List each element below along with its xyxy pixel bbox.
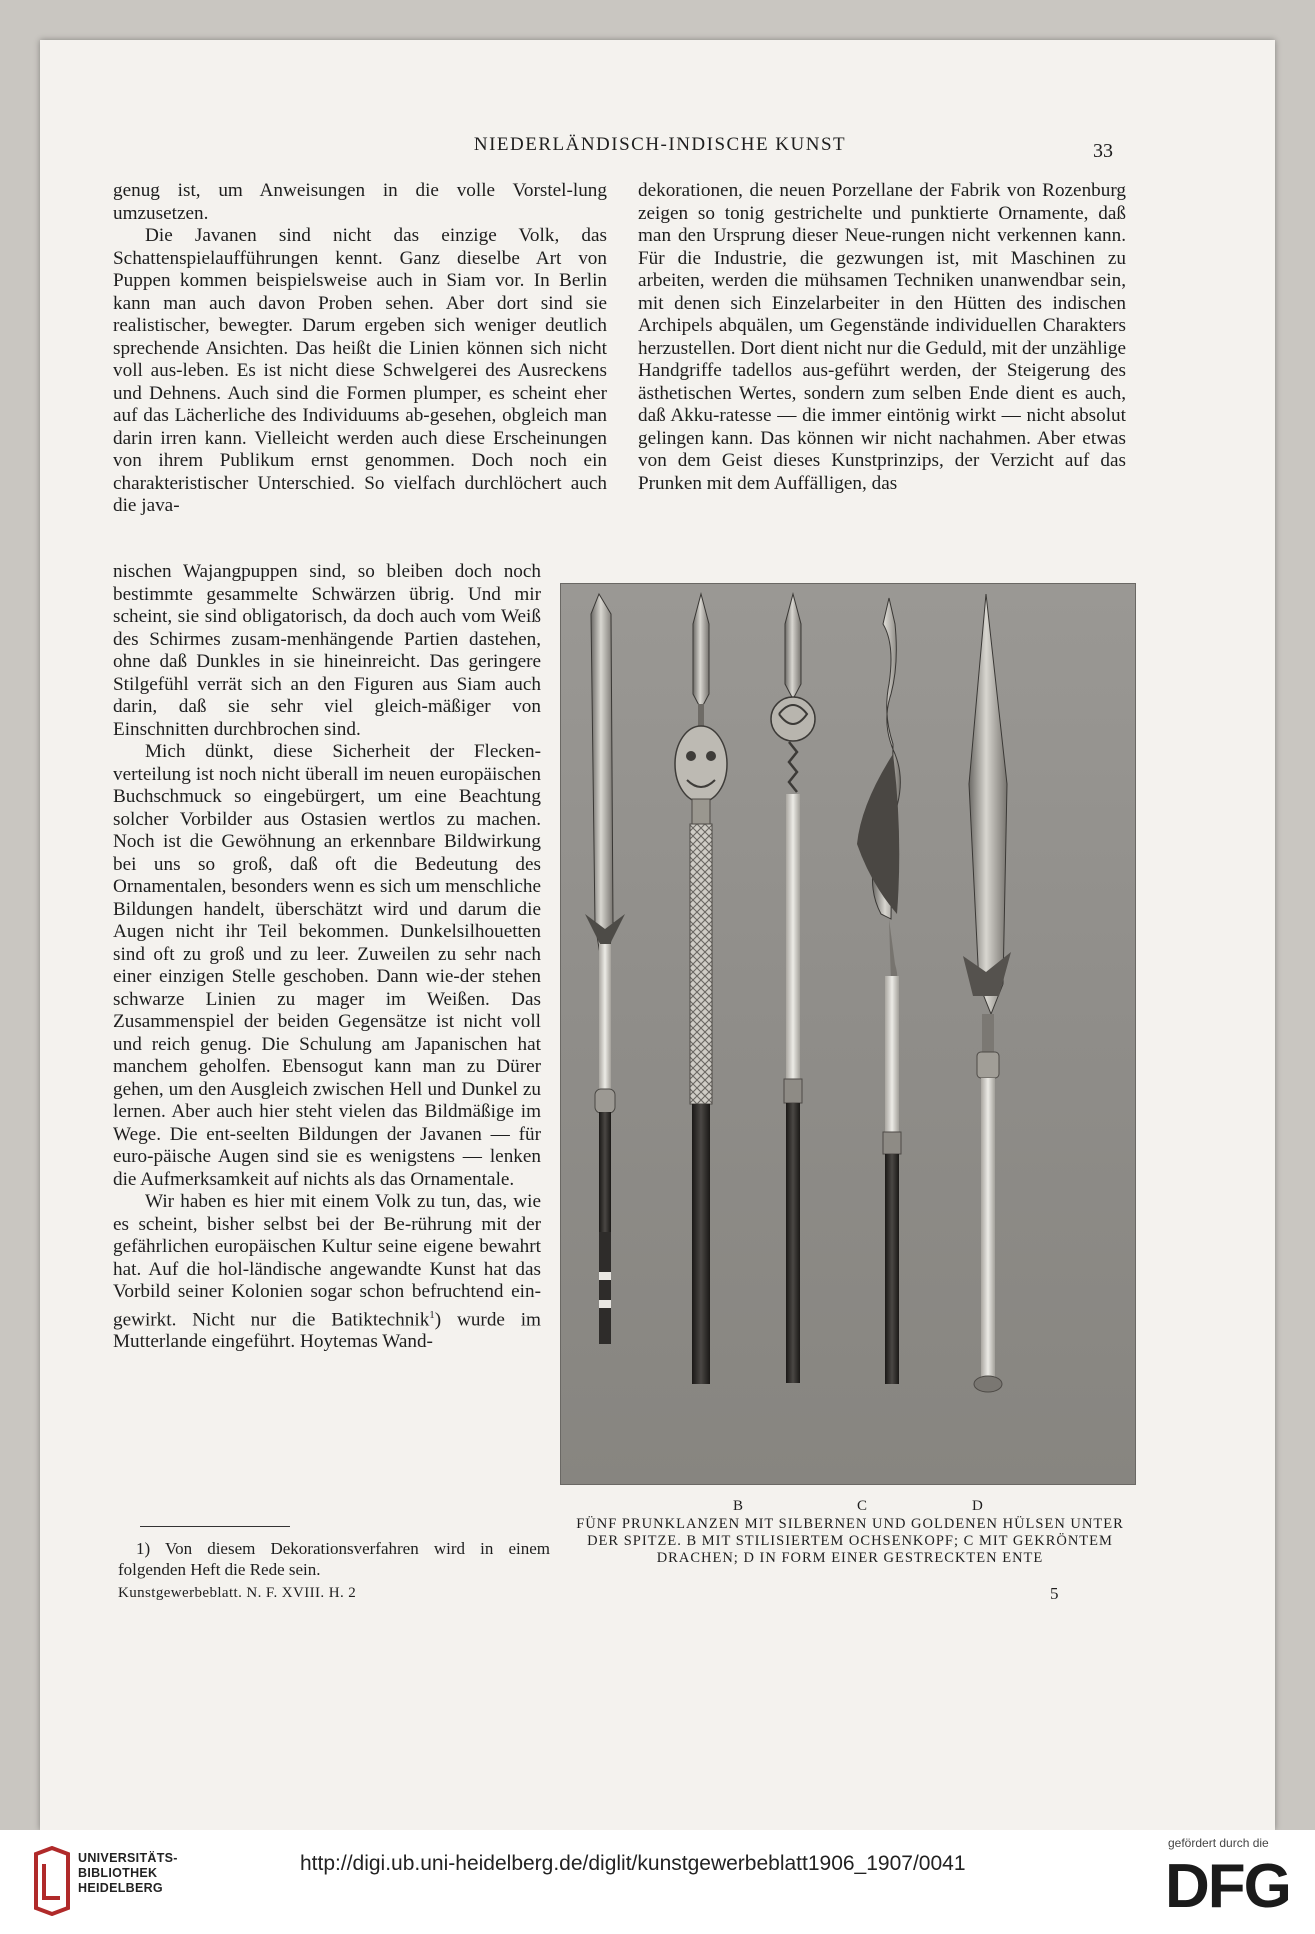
caption-line: FÜNF PRUNKLANZEN MIT SILBERNEN UND GOLDENEN HÜLSEN UNTER bbox=[576, 1516, 1124, 1532]
footnote-text: Von diesem Dekorationsverfahren wird in einem folgenden Heft die Rede sein. bbox=[118, 1539, 550, 1579]
figure-letter: D bbox=[972, 1498, 984, 1514]
library-line: UNIVERSITÄTS- bbox=[78, 1851, 178, 1865]
figure-letters bbox=[560, 1498, 1134, 1518]
dfg-logo: DFG bbox=[1165, 1852, 1290, 1921]
sheet-number: 5 bbox=[1050, 1584, 1059, 1603]
running-title: NIEDERLÄNDISCH-INDISCHE KUNST bbox=[473, 134, 847, 155]
footnote-marker: 1) bbox=[136, 1539, 151, 1558]
sponsor-text: gefördert durch die bbox=[1168, 1836, 1269, 1850]
lance-c bbox=[771, 594, 815, 1383]
left-column-top bbox=[113, 180, 607, 518]
right-column bbox=[638, 180, 1126, 495]
left-column-bottom bbox=[113, 561, 541, 1354]
paragraph: dekorationen, die neuen Porzellane der Fabrik von Rozenburg zeigen so tonig gestrichelte und punktierte Ornamente, daß man den Ursprung dieser Neue-rungen nicht verkennen kann. Für die Industrie, die gezwungen ist, mit Maschinen zu arbeiten, werden die mühsamen Techniken unanwendbar sein, mit denen sich Einzelarbeiter in den Hütten des indischen Archipels abquälen, um Gegenstände individuellen Charakters herzustellen. Dort dient nicht nur die Geduld, mit der unzählige Handgriffe tadellos aus-geführt werden, der Steigerung des ästhetischen Wertes, sondern zum selben Ende dient es auch, daß Akku-ratesse — die immer eintönig wirkt — nicht absolut gelingen kann. Das können wir nicht nachahmen. Aber etwas von dem Geist dieses Kunstprinzips, der Verzicht auf das Prunken mit dem Auffälligen, das bbox=[638, 180, 1126, 494]
lance-e bbox=[963, 594, 1011, 1392]
lances-illustration bbox=[561, 584, 1135, 1484]
library-name bbox=[78, 1851, 178, 1896]
journal-signature: Kunstgewerbeblatt. N. F. XVIII. H. 2 bbox=[118, 1585, 357, 1601]
caption-line: DRACHEN; D IN FORM EINER GESTRECKTEN ENTE bbox=[656, 1550, 1044, 1566]
figure-letter: B bbox=[733, 1498, 745, 1514]
paragraph: nischen Wajangpuppen sind, so bleiben doch noch bestimmte gesammelte Schwärzen übrig. Und mir scheint, sie sind obligatorisch, da doch auch vom Weiß des Schirmes zusam-menhängende Partien dastehen, ohne daß Dunkles in sie hineinreicht. Das geringere Stilgefühl verrät sich an den Figuren aus Siam auch darin, daß sie sehr viel gleich-mäßiger von Einschnitten durchbrochen sind. bbox=[113, 561, 541, 740]
paragraph: Die Javanen sind nicht das einzige Volk, das Schattenspielaufführungen kennt. Ganz dieselbe Art von Puppen kommen beispielsweise auch in Siam vor. In Berlin kann man auch davon Proben sehen. Aber dort sind sie realistischer, bewegter. Darum ergeben sich weniger deutlich sprechende Ansichten. Das heißt die Linien können sich nicht voll aus-leben. Es ist nicht diese Schwelgerei des Ausreckens und Dehnens. Auch sind die Formen plumper, es scheint eher auf das Lächerliche des Individuums ab-gesehen, obgleich man darin irren kann. Vielleicht werden auch diese Erscheinungen von ihrem Publikum ernst genommen. Doch noch ein charakteristischer Unterschied. So vielfach durchlöchert auch die java- bbox=[113, 225, 607, 516]
lance-d bbox=[857, 598, 901, 1384]
paragraph bbox=[113, 1191, 541, 1354]
paragraph: Mich dünkt, diese Sicherheit der Flecken-verteilung ist noch nicht überall im neuen europäischen Buchschmuck so eingebürgert, um eine Beachtung solcher Vorbilder aus Ostasien wertlos zu machen. Noch ist die Gewöhnung an erkennbare Bildwirkung bei uns so groß, daß oft die Bedeutung des Ornamentalen, besonders wenn es sich um menschliche Bildungen handelt, überschätzt wird und darum die Augen nicht ihr Teil bekommen. Dunkelsilhouetten sind oft zu groß und zu leer. Zuweilen zu sehr nach einer einzigen Stelle geschoben. Dann wie-der stehen schwarze Linien zu mager im Weißen. Das Zusammenspiel der beiden Gegensätze ist nicht voll und reich genug. Die Schulung am Japanischen hat manchem geholfen. Ebensogut kann man zu Dürer gehen, um den Ausgleich zwischen Hell und Dunkel zu lernen. Aber auch hier steht vielen das Bildmäßige im Wege. Die ent-seelten Bildungen der Javanen — für euro-päische Augen sind sie es wenigstens — lenken die Aufmerksamkeit auf nichts als das Ornamentale. bbox=[113, 741, 541, 1190]
figure-caption bbox=[560, 1516, 1140, 1567]
paragraph-text-tail: ) wurde im Mutterlande eingeführt. Hoytemas Wand- bbox=[113, 1308, 541, 1353]
footnote-reference[interactable]: 1 bbox=[429, 1308, 435, 1321]
page-number: 33 bbox=[1093, 140, 1113, 162]
paragraph-text: Wir haben es hier mit einem Volk zu tun, das, wie es scheint, bisher selbst bei der Be-rührung mit der gefährlichen europäischen Kultur seine eigene bewahrt hat. Auf die hol-ländische angewandte Kunst hat das Vorbild seiner Kolonien sogar schon befruchtend ein-gewirkt. Nicht nur die Batiktechnik bbox=[113, 1191, 541, 1330]
permalink-url[interactable]: http://digi.ub.uni-heidelberg.de/diglit/kunstgewerbeblatt1906_1907/0041 bbox=[300, 1852, 966, 1875]
footnote-divider bbox=[140, 1526, 290, 1527]
figure-letter: C bbox=[857, 1498, 869, 1514]
lances-photograph bbox=[560, 583, 1136, 1485]
ub-heidelberg-logo-icon bbox=[30, 1846, 74, 1916]
lance-a bbox=[585, 594, 625, 1344]
caption-line: DER SPITZE. B MIT STILISIERTEM OCHSENKOPF; C MIT GEKRÖNTEM bbox=[587, 1533, 1113, 1549]
library-line: BIBLIOTHEK bbox=[78, 1866, 158, 1880]
footnote bbox=[118, 1538, 550, 1580]
lance-b bbox=[675, 594, 727, 1384]
paragraph: genug ist, um Anweisungen in die volle Vorstel-lung umzusetzen. bbox=[113, 180, 607, 224]
digitization-footer bbox=[0, 1830, 1315, 1934]
library-line: HEIDELBERG bbox=[78, 1881, 163, 1895]
